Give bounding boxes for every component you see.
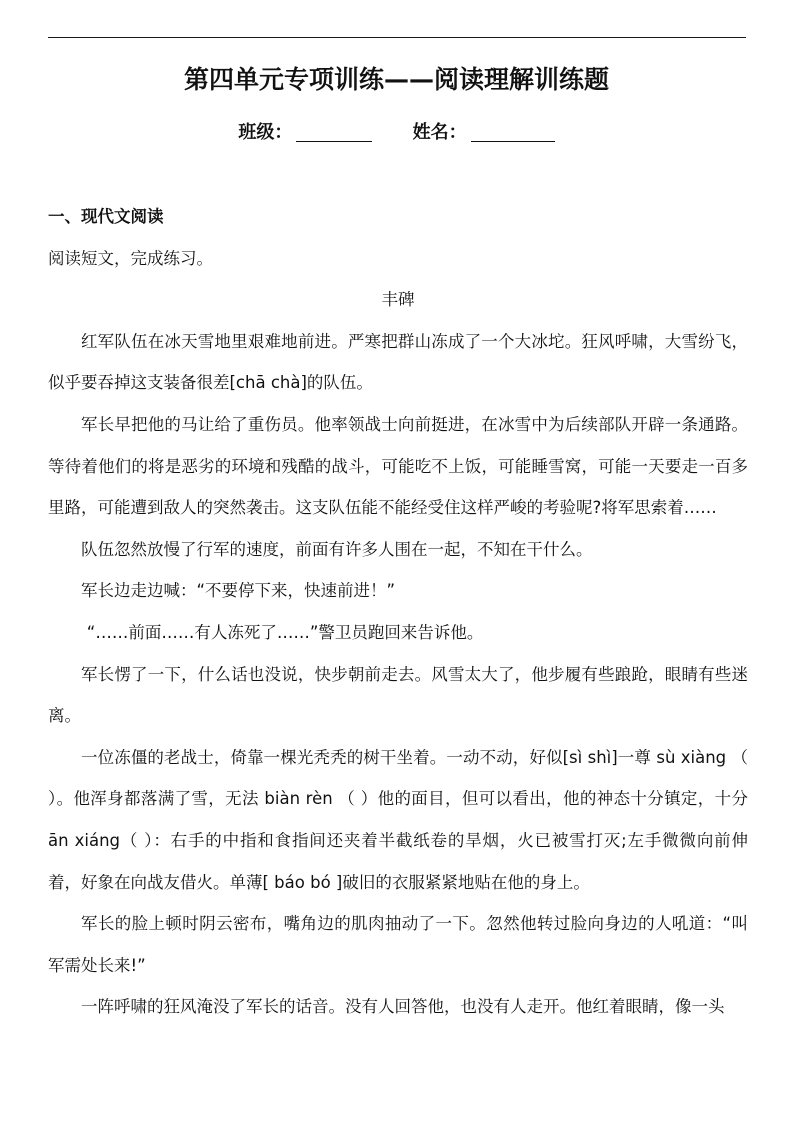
class-blank-line[interactable] <box>296 119 372 142</box>
passage-paragraph: 军长边走边喊：“不要停下来，快速前进！” <box>81 581 396 601</box>
section-heading: 一、现代文阅读 <box>48 207 164 226</box>
reading-section <box>48 196 748 1028</box>
student-info-row <box>0 115 793 151</box>
top-rule <box>48 37 746 38</box>
passage-paragraph: “……前面……有人冻死了……”警卫员跑回来告诉他。 <box>86 622 484 642</box>
passage-title: 丰碑 <box>381 290 415 310</box>
class-label: 班级： <box>238 122 293 143</box>
page-title: 第四单元专项训练——阅读理解训练题 <box>183 65 609 94</box>
passage-paragraph: 队伍忽然放慢了行军的速度，前面有许多人围在一起，不知在干什么。 <box>81 539 593 559</box>
passage-paragraph: 军长早把他的马让给了重伤员。他率领战士向前挺进，在冰雪中为后续部队开辟一条通路。等待着他们的将是恶劣的环境和残酷的战斗，可能吃不上饭，可能睡雪窝，可能一天要走一百多里路，可能遭到敌人的突然袭击。这支队伍能不能经受住这样严峻的考验呢?将军思索着…… <box>48 414 748 518</box>
name-blank-line[interactable] <box>471 119 555 142</box>
passage-paragraph: 军长的脸上顿时阴云密布，嘴角边的肌肉抽动了一下。忽然他转过脸向身边的人吼道：“叫军需处长来!” <box>48 914 748 975</box>
name-field <box>413 115 555 151</box>
instruction-text: 阅读短文，完成练习。 <box>48 248 213 268</box>
passage-paragraph: 红军队伍在冰天雪地里艰难地前进。严寒把群山冻成了一个大冰坨。狂风呼啸，大雪纷飞，似乎要吞掉这支装备很差[chā chà]的队伍。 <box>48 331 748 393</box>
passage-paragraph: 一阵呼啸的狂风淹没了军长的话音。没有人回答他，也没有人走开。他红着眼睛，像一头 <box>81 997 725 1017</box>
class-field <box>238 115 372 151</box>
name-label: 姓名： <box>412 122 467 143</box>
passage-paragraph: 一位冻僵的老战士，倚靠一棵光秃秃的树干坐着。一动不动，好似[sì shì]一尊 sù xiàng （ ）。他浑身都落满了雪，无法 biàn rèn （ ）他的面目，但可以看出，他的神态十分镇定，十分ān xiáng（ ）：右手的中指和食指间还夹着半截纸卷的旱烟，火已被雪打灭;左手微微向前伸着，好象在向战友借火。单薄[ báo bó ]破旧的衣服紧紧地贴在他的身上。 <box>48 747 748 892</box>
passage-paragraph: 军长愣了一下，什么话也没说，快步朝前走去。风雪太大了，他步履有些踉跄，眼睛有些迷离。 <box>48 664 748 726</box>
